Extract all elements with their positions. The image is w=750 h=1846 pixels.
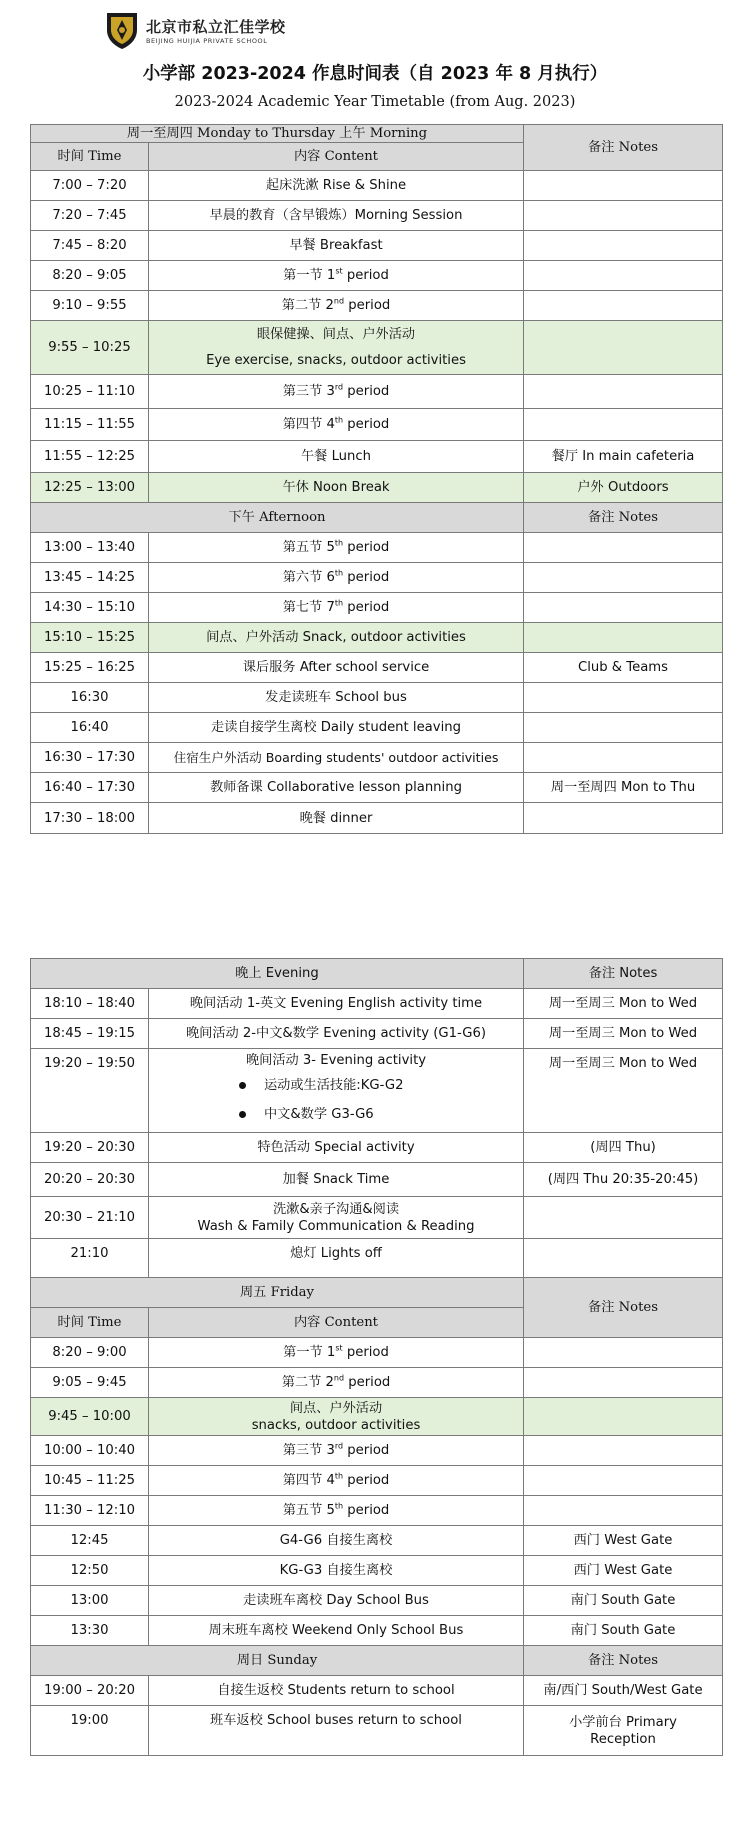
table-row: 16:30 – 17:30 住宿生户外活动 Boarding students' outdoor activities bbox=[31, 743, 723, 773]
table-row: 11:55 – 12:25 午餐 Lunch 餐厅 In main cafeteria bbox=[31, 441, 723, 473]
table-row: 12:25 – 13:00 午休 Noon Break 户外 Outdoors bbox=[31, 473, 723, 503]
table-row: 10:25 – 11:10 第三节 3rd period bbox=[31, 375, 723, 409]
bullet-icon bbox=[239, 1082, 246, 1089]
school-name-en: BEIJING HUIJIA PRIVATE SCHOOL bbox=[146, 37, 268, 45]
table-row: 18:10 – 18:40 晚间活动 1-英文 Evening English activity time 周一至周三 Mon to Wed bbox=[31, 989, 723, 1019]
content-header: 内容 Content bbox=[149, 1308, 524, 1338]
table-row: 16:40 走读自接学生离校 Daily student leaving bbox=[31, 713, 723, 743]
notes-header: 备注 Notes bbox=[524, 959, 723, 989]
table-row: 19:00 班车返校 School buses return to school 小学前台 Primary Reception bbox=[31, 1706, 723, 1756]
table-row: 13:30 周末班车离校 Weekend Only School Bus 南门 South Gate bbox=[31, 1616, 723, 1646]
section-header-sunday: 周日 Sunday bbox=[31, 1646, 524, 1676]
bullet-icon bbox=[239, 1111, 246, 1118]
table-row: 8:20 – 9:00 第一节 1st period bbox=[31, 1338, 723, 1368]
time-header: 时间 Time bbox=[31, 1308, 149, 1338]
section-header-evening: 晚上 Evening bbox=[31, 959, 524, 989]
section-header-morning: 周一至周四 Monday to Thursday 上午 Morning bbox=[31, 125, 524, 143]
table-row: 14:30 – 15:10 第七节 7th period bbox=[31, 593, 723, 623]
school-crest-icon bbox=[104, 10, 140, 50]
table-row: 9:55 – 10:25 眼保健操、间点、户外活动 Eye exercise, snacks, outdoor activities bbox=[31, 321, 723, 375]
table-row: 21:10 熄灯 Lights off bbox=[31, 1239, 723, 1278]
table-row: 7:20 – 7:45 早晨的教育（含早锻炼）Morning Session bbox=[31, 201, 723, 231]
notes-header: 备注 Notes bbox=[524, 1646, 723, 1676]
table-row: 20:30 – 21:10 洗漱&亲子沟通&阅读 Wash & Family Communication & Reading bbox=[31, 1197, 723, 1239]
table-row: 13:00 走读班车离校 Day School Bus 南门 South Gate bbox=[31, 1586, 723, 1616]
table-row: 8:20 – 9:05 第一节 1st period bbox=[31, 261, 723, 291]
notes-header: 备注 Notes bbox=[524, 1278, 723, 1338]
table-row: 7:45 – 8:20 早餐 Breakfast bbox=[31, 231, 723, 261]
section-header-afternoon: 下午 Afternoon bbox=[31, 503, 524, 533]
school-name-cn: 北京市私立汇佳学校 bbox=[146, 18, 286, 36]
table-row: 10:45 – 11:25 第四节 4th period bbox=[31, 1466, 723, 1496]
school-logo bbox=[104, 10, 294, 52]
table-row: 11:15 – 11:55 第四节 4th period bbox=[31, 409, 723, 441]
table-row: 12:45 G4-G6 自接生离校 西门 West Gate bbox=[31, 1526, 723, 1556]
table-row: 13:45 – 14:25 第六节 6th period bbox=[31, 563, 723, 593]
table-row: 15:10 – 15:25 间点、户外活动 Snack, outdoor activities bbox=[31, 623, 723, 653]
table-row: 12:50 KG-G3 自接生离校 西门 West Gate bbox=[31, 1556, 723, 1586]
weekday-timetable bbox=[30, 124, 723, 834]
table-row: 19:20 – 20:30 特色活动 Special activity (周四 Thu) bbox=[31, 1133, 723, 1163]
table-row: 13:00 – 13:40 第五节 5th period bbox=[31, 533, 723, 563]
page-title: 小学部 2023-2024 作息时间表（自 2023 年 8 月执行） bbox=[142, 64, 608, 84]
table-row: 7:00 – 7:20 起床洗漱 Rise & Shine bbox=[31, 171, 723, 201]
table-row: 19:20 – 19:50 晚间活动 3- Evening activity 运动或生活技能:KG-G2 中文&数学 G3-G6 周一至周三 Mon to Wed bbox=[31, 1049, 723, 1133]
table-row: 11:30 – 12:10 第五节 5th period bbox=[31, 1496, 723, 1526]
content-header: 内容 Content bbox=[149, 143, 524, 171]
page-subtitle: 2023-2024 Academic Year Timetable (from Aug. 2023) bbox=[174, 94, 576, 110]
table-row: 16:40 – 17:30 教师备课 Collaborative lesson planning 周一至周四 Mon to Thu bbox=[31, 773, 723, 803]
table-row: 9:05 – 9:45 第二节 2nd period bbox=[31, 1368, 723, 1398]
section-header-friday: 周五 Friday bbox=[31, 1278, 524, 1308]
table-row: 16:30 发走读班车 School bus bbox=[31, 683, 723, 713]
table-row: 9:45 – 10:00 间点、户外活动 snacks, outdoor activities bbox=[31, 1398, 723, 1436]
table-row: 9:10 – 9:55 第二节 2nd period bbox=[31, 291, 723, 321]
table-row: 19:00 – 20:20 自接生返校 Students return to school 南/西门 South/West Gate bbox=[31, 1676, 723, 1706]
table-row: 10:00 – 10:40 第三节 3rd period bbox=[31, 1436, 723, 1466]
evening-friday-sunday-timetable bbox=[30, 958, 723, 1756]
table-row: 18:45 – 19:15 晚间活动 2-中文&数学 Evening activity (G1-G6) 周一至周三 Mon to Wed bbox=[31, 1019, 723, 1049]
table-row: 20:20 – 20:30 加餐 Snack Time (周四 Thu 20:35-20:45) bbox=[31, 1163, 723, 1197]
table-row: 15:25 – 16:25 课后服务 After school service Club & Teams bbox=[31, 653, 723, 683]
notes-header: 备注 Notes bbox=[524, 503, 723, 533]
table-row: 17:30 – 18:00 晚餐 dinner bbox=[31, 803, 723, 834]
notes-header: 备注 Notes bbox=[524, 125, 723, 171]
time-header: 时间 Time bbox=[31, 143, 149, 171]
